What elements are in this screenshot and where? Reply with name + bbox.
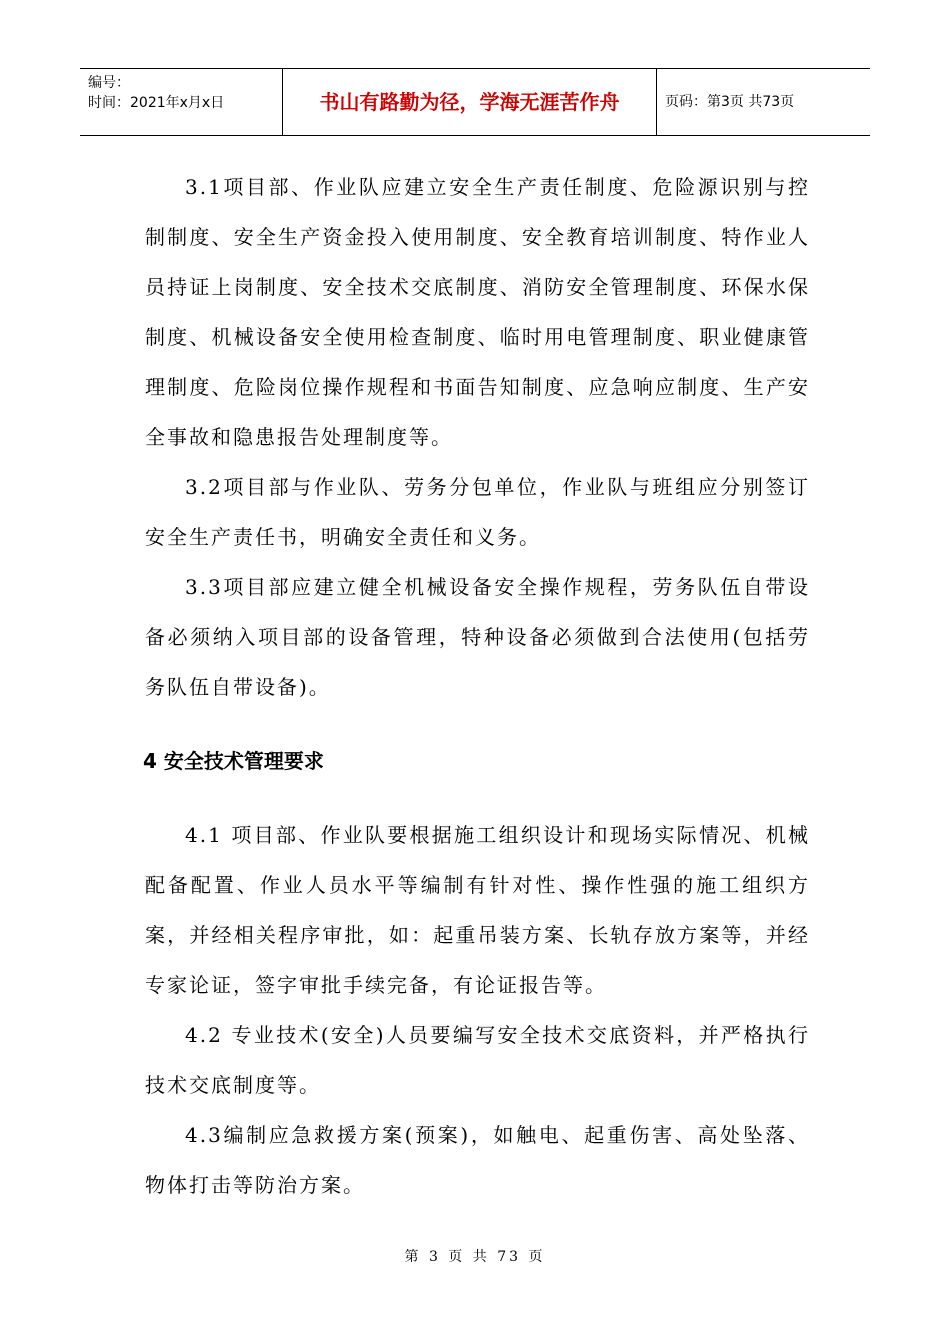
header-motto: 书山有路勤为径，学海无涯苦作舟 (283, 69, 657, 135)
paragraph-4-1: 4.1 项目部、作业队要根据施工组织设计和现场实际情况、机械配备配置、作业人员水平等编制有针对性、操作性强的施工组织方案，并经相关程序审批，如：起重吊装方案、长轨存放方案等，并经专家论证，签字审批手续完备，有论证报告等。 (145, 823, 810, 997)
header-page-info: 页码：第3页 共73页 (665, 94, 795, 110)
document-body (145, 162, 810, 1210)
page-footer: 第 3 页 共 73 页 (404, 1249, 546, 1265)
paragraph-4-2: 4.2 专业技术(安全)人员要编写安全技术交底资料，并严格执行技术交底制度等。 (145, 1023, 810, 1097)
header-meta (80, 69, 283, 135)
paragraph-3-2: 3.2项目部与作业队、劳务分包单位，作业队与班组应分别签订安全生产责任书，明确安全责任和义务。 (145, 475, 810, 549)
section-heading-4: 4 安全技术管理要求 (143, 749, 324, 773)
paragraph-3-3: 3.3项目部应建立健全机械设备安全操作规程，劳务队伍自带设备必须纳入项目部的设备管理，特种设备必须做到合法使用(包括劳务队伍自带设备)。 (145, 575, 810, 699)
page-header (80, 68, 870, 136)
document-date: 时间：2021年x月x日 (88, 95, 225, 111)
paragraph-3-1: 3.1项目部、作业队应建立安全生产责任制度、危险源识别与控制制度、安全生产资金投入使用制度、安全教育培训制度、特作业人员持证上岗制度、安全技术交底制度、消防安全管理制度、环保水保制度、机械设备安全使用检查制度、临时用电管理制度、职业健康管理制度、危险岗位操作规程和书面告知制度、应急响应制度、生产安全事故和隐患报告处理制度等。 (145, 175, 810, 449)
document-number-label: 编号： (88, 75, 130, 91)
paragraph-4-3: 4.3编制应急救援方案(预案)，如触电、起重伤害、高处坠落、物体打击等防治方案。 (145, 1123, 810, 1197)
